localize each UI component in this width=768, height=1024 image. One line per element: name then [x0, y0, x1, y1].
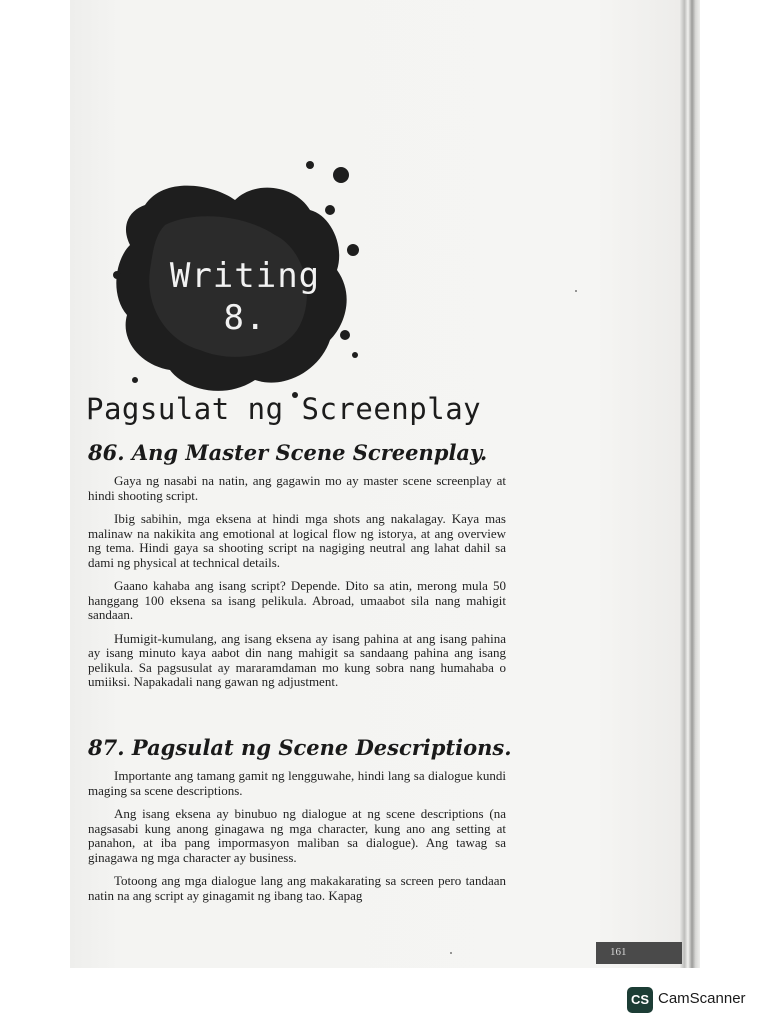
- book-spine-edge: [680, 0, 700, 968]
- paragraph: Totoong ang mga dialogue lang ang makakarating sa screen pero tandaan natin na ang script ay ginagamit ng ibang tao. Kapag: [88, 873, 506, 903]
- camscanner-logo-icon: CS: [627, 987, 653, 1013]
- section-heading-86: 86. Ang Master Scene Screenplay.: [88, 440, 488, 465]
- scan-margin: [700, 0, 768, 1024]
- section-heading-87: 87. Pagsulat ng Scene Descriptions.: [88, 735, 512, 760]
- paragraph: Humigit-kumulang, ang isang eksena ay isang pahina at ang isang pahina ay isang minuto kaya aabot din nang mahigit sa sandaang pahina ang isang pelikula. Sa pagsusulat ay mararamdaman mo kung sobra nang humahaba o umiiksi. Napakadali nang gawan ng adjustment.: [88, 630, 506, 689]
- page-number: 161: [610, 946, 627, 958]
- camscanner-watermark: CamScanner: [658, 990, 746, 1007]
- section-body-87: [88, 769, 506, 912]
- chapter-number: 8.: [223, 298, 267, 338]
- paragraph: Importante ang tamang gamit ng lengguwahe, hindi lang sa dialogue kundi maging sa scene descriptions.: [88, 768, 506, 798]
- chapter-badge: [145, 255, 345, 339]
- paragraph: Ang isang eksena ay binubuo ng dialogue at ng scene descriptions (na nagsasabi kung anong ginagawa ng mga character, kung ano ang setting at panahon, at iba pang impormasyon maliban sa dialogue). Ang tawag sa ginagawa ng mga character ay business.: [88, 806, 506, 865]
- scan-speck: [450, 952, 452, 954]
- page-number-tab: [596, 942, 682, 964]
- chapter-badge-label: Writing: [169, 256, 321, 296]
- paragraph: Ibig sabihin, mga eksena at hindi mga shots ang nakalagay. Kaya mas malinaw na nakikita ang emotional at logical flow ng istorya, at ang overview ng tema. Hindi gaya sa shooting script na nagiging neutral ang lahat dahil sa dami ng physical at technical details.: [88, 511, 506, 570]
- chapter-title: Pagsulat ng Screenplay: [86, 392, 482, 426]
- scan-speck: [575, 290, 577, 292]
- section-body-86: [88, 474, 506, 699]
- paragraph: Gaano kahaba ang isang script? Depende. Dito sa atin, merong mula 50 hanggang 100 eksena sa isang pelikula. Abroad, umaabot sila nang mahigit sandaan.: [88, 578, 506, 622]
- paragraph: Gaya ng nasabi na natin, ang gagawin mo ay master scene screenplay at hindi shooting script.: [88, 473, 506, 503]
